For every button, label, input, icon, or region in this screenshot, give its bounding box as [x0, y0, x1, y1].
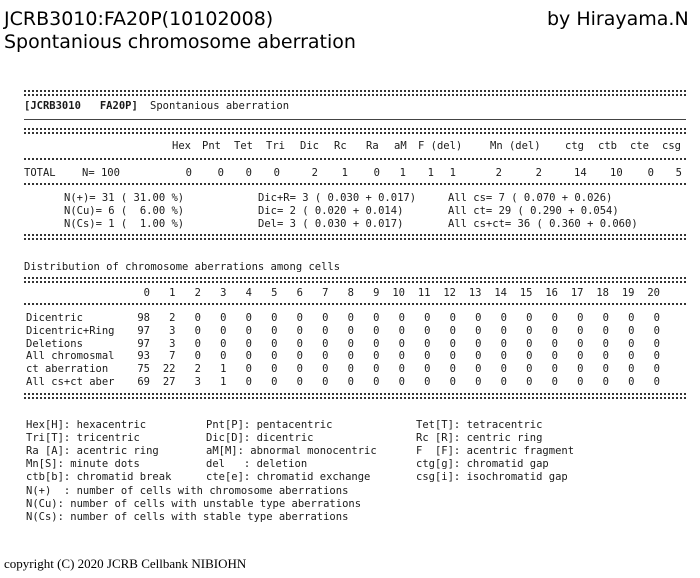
distribution-cell: 0	[653, 376, 660, 388]
dashed-rule	[24, 397, 686, 399]
distribution-cell: 0	[551, 350, 558, 363]
distribution-cell: 0	[602, 376, 609, 388]
distribution-cell: 0	[220, 350, 227, 363]
legend-entry: F [F]: acentric fragment	[416, 445, 575, 457]
dashed-rule	[24, 90, 686, 92]
legend-note: N(Cs): number of cells with stable type aberrations	[26, 511, 349, 523]
dashed-rule	[24, 128, 686, 130]
distribution-cell: 0	[373, 312, 380, 324]
distribution-cell: 0	[271, 337, 278, 350]
total-value: 0	[245, 167, 252, 179]
column-header: Ra	[366, 140, 379, 152]
legend-entry: Tri[T]: tricentric	[26, 432, 140, 444]
distribution-cell: 0	[628, 350, 635, 363]
dashed-rule	[24, 158, 686, 160]
distribution-cell: 0	[526, 376, 533, 388]
distribution-column-header: 18	[596, 287, 609, 299]
distribution-cell: 0	[475, 312, 482, 324]
distribution-cell: 0	[500, 376, 507, 388]
distribution-cell: 0	[653, 324, 660, 337]
stat-dicentric: Dic+R= 3 ( 0.030 + 0.017)	[258, 192, 417, 204]
stat-cell-count: N(+)= 31 ( 31.00 %)	[64, 192, 185, 204]
column-header: ctb	[598, 140, 617, 152]
distribution-column-header: 8	[347, 287, 354, 299]
legend-note: N(+) : number of cells with chromosome aberrations	[26, 485, 349, 497]
distribution-cell: 0	[551, 363, 558, 376]
distribution-column-header: 7	[322, 287, 329, 299]
distribution-cell: 0	[424, 324, 431, 337]
distribution-cell: 0	[551, 324, 558, 337]
dashed-rule	[24, 238, 686, 240]
legend-entry: Mn[S]: minute dots	[26, 458, 140, 470]
legend-entry: Tet[T]: tetracentric	[416, 419, 543, 431]
distribution-cell: 98	[137, 312, 150, 324]
distribution-column-header: 6	[296, 287, 303, 299]
distribution-cell: 0	[577, 337, 584, 350]
distribution-cell: 0	[424, 376, 431, 388]
copyright-notice: copyright (C) 2020 JCRB Cellbank NIBIOHN	[4, 556, 247, 571]
column-header: F (del)	[418, 140, 463, 152]
legend-note: N(Cu): number of cells with unstable type aberrations	[26, 498, 362, 510]
distribution-cell: 0	[322, 363, 329, 376]
distribution-cell: 0	[347, 312, 354, 324]
distribution-cell: 0	[245, 337, 252, 350]
distribution-column-header: 17	[570, 287, 584, 299]
distribution-cell: 0	[602, 350, 609, 363]
distribution-cell: 0	[322, 376, 329, 388]
column-header: Dic	[300, 140, 319, 152]
distribution-cell: 0	[602, 324, 609, 337]
distribution-cell: 0	[475, 324, 482, 337]
distribution-cell: 0	[628, 312, 635, 324]
distribution-column-header: 10	[392, 287, 405, 299]
distribution-cell: 0	[500, 324, 507, 337]
legend-entry: Dic[D]: dicentric	[206, 432, 314, 444]
distribution-row-label: Deletions	[26, 337, 83, 350]
distribution-cell: 75	[137, 363, 150, 376]
distribution-column-header: 3	[220, 287, 227, 299]
distribution-row-label: ct aberration	[26, 363, 109, 376]
distribution-column-header: 16	[545, 287, 558, 299]
distribution-cell: 0	[322, 350, 329, 363]
distribution-cell: 0	[296, 337, 303, 350]
distribution-cell: 0	[500, 337, 507, 350]
distribution-cell: 0	[628, 324, 635, 337]
total-value: 0	[373, 167, 380, 179]
distribution-cell: 0	[245, 312, 252, 324]
rule	[24, 119, 686, 120]
total-value: 1	[341, 167, 348, 179]
distribution-cell: 0	[551, 312, 558, 324]
distribution-cell: 0	[373, 324, 380, 337]
column-header: Hex	[172, 140, 191, 152]
dashed-rule	[24, 281, 686, 283]
total-value: 0	[185, 167, 192, 179]
distribution-cell: 0	[373, 350, 380, 363]
column-header: Tet	[234, 140, 253, 152]
distribution-cell: 0	[500, 363, 507, 376]
distribution-cell: 0	[526, 363, 533, 376]
distribution-cell: 0	[398, 324, 405, 337]
distribution-cell: 0	[424, 363, 431, 376]
distribution-cell: 0	[653, 363, 660, 376]
distribution-column-header: 20	[647, 287, 660, 299]
distribution-cell: 0	[449, 350, 456, 363]
distribution-cell: 0	[347, 376, 354, 388]
distribution-title: Distribution of chromosome aberrations among cells	[24, 261, 341, 273]
distribution-cell: 0	[271, 350, 278, 363]
dashed-rule	[24, 234, 686, 236]
distribution-cell: 0	[296, 350, 303, 363]
distribution-row-label: All cs+ct aber	[26, 376, 115, 388]
author-label: by Hirayama.N	[547, 8, 689, 30]
distribution-cell: 0	[475, 363, 482, 376]
dashed-rule	[24, 183, 686, 185]
distribution-cell: 0	[449, 324, 456, 337]
legend-entry: cte[e]: chromatid exchange	[206, 471, 371, 483]
stat-cell-count: N(Cu)= 6 ( 6.00 %)	[64, 205, 185, 217]
distribution-column-header: 5	[271, 287, 278, 299]
total-value: 0	[217, 167, 224, 179]
distribution-cell: 0	[449, 312, 456, 324]
legend-entry: Rc [R]: centric ring	[416, 432, 543, 444]
distribution-cell: 0	[322, 337, 329, 350]
distribution-cell: 0	[296, 324, 303, 337]
distribution-cell: 0	[526, 312, 533, 324]
stat-all-aberrations: All cs+ct= 36 ( 0.360 + 0.060)	[448, 218, 638, 230]
column-header: Tri	[266, 140, 285, 152]
distribution-cell: 97	[137, 324, 150, 337]
distribution-column-header: 1	[169, 287, 176, 299]
distribution-cell: 0	[194, 324, 201, 337]
column-header: cte	[630, 140, 649, 152]
distribution-cell: 0	[628, 337, 635, 350]
column-header: Pnt	[202, 140, 221, 152]
distribution-cell: 0	[220, 337, 227, 350]
column-header: Mn (del)	[490, 140, 541, 152]
total-value: 1	[399, 167, 406, 179]
distribution-cell: 2	[194, 363, 201, 376]
distribution-cell: 0	[577, 312, 584, 324]
total-n: N= 100	[82, 167, 120, 179]
distribution-cell: 0	[449, 376, 456, 388]
distribution-cell: 0	[347, 350, 354, 363]
total-value: 10	[610, 167, 623, 179]
total-value: 2	[311, 167, 318, 179]
total-value: 2	[495, 167, 502, 179]
dashed-rule	[24, 277, 686, 279]
stat-all-aberrations: All cs= 7 ( 0.070 + 0.026)	[448, 192, 613, 204]
distribution-cell: 0	[245, 363, 252, 376]
distribution-cell: 0	[551, 337, 558, 350]
distribution-cell: 0	[373, 363, 380, 376]
distribution-cell: 0	[373, 337, 380, 350]
distribution-cell: 0	[628, 363, 635, 376]
report-section-title: Spontanious aberration	[150, 100, 290, 112]
distribution-cell: 0	[245, 376, 252, 388]
distribution-cell: 0	[347, 337, 354, 350]
stat-dicentric: Dic= 2 ( 0.020 + 0.014)	[258, 205, 404, 217]
column-header: aM	[394, 140, 407, 152]
distribution-cell: 0	[628, 376, 635, 388]
distribution-cell: 0	[322, 312, 329, 324]
distribution-cell: 0	[449, 337, 456, 350]
distribution-cell: 0	[577, 363, 584, 376]
distribution-column-header: 11	[417, 287, 431, 299]
distribution-cell: 0	[475, 376, 482, 388]
distribution-cell: 0	[449, 363, 456, 376]
total-value: 2	[535, 167, 542, 179]
stat-cell-count: N(Cs)= 1 ( 1.00 %)	[64, 218, 185, 230]
distribution-column-header: 14	[494, 287, 507, 299]
distribution-cell: 0	[347, 363, 354, 376]
legend-entry: csg[i]: isochromatid gap	[416, 471, 568, 483]
distribution-cell: 0	[500, 350, 507, 363]
legend-entry: aM[M]: abnormal monocentric	[206, 445, 377, 457]
distribution-cell: 0	[526, 324, 533, 337]
distribution-cell: 0	[653, 312, 660, 324]
distribution-cell: 0	[220, 312, 227, 324]
distribution-cell: 0	[526, 350, 533, 363]
distribution-cell: 0	[373, 376, 380, 388]
distribution-cell: 0	[398, 337, 405, 350]
dashed-rule	[24, 132, 686, 134]
distribution-cell: 0	[296, 363, 303, 376]
distribution-cell: 0	[271, 324, 278, 337]
distribution-cell: 0	[602, 312, 609, 324]
distribution-cell: 0	[398, 376, 405, 388]
distribution-cell: 0	[296, 312, 303, 324]
distribution-cell: 0	[296, 376, 303, 388]
distribution-cell: 0	[245, 350, 252, 363]
distribution-cell: 0	[398, 363, 405, 376]
dashed-rule	[24, 393, 686, 395]
distribution-row-label: Dicentric	[26, 312, 83, 324]
distribution-cell: 1	[220, 363, 227, 376]
distribution-cell: 0	[500, 312, 507, 324]
stat-dicentric: Del= 3 ( 0.030 + 0.017)	[258, 218, 404, 230]
distribution-cell: 97	[137, 337, 150, 350]
column-header: ctg	[565, 140, 584, 152]
distribution-cell: 1	[220, 376, 227, 388]
distribution-cell: 0	[424, 350, 431, 363]
distribution-cell: 3	[169, 324, 176, 337]
distribution-column-header: 0	[143, 287, 150, 299]
distribution-column-header: 19	[621, 287, 635, 299]
distribution-cell: 0	[475, 350, 482, 363]
distribution-cell: 0	[653, 350, 660, 363]
distribution-cell: 0	[424, 312, 431, 324]
legend-entry: ctg[g]: chromatid gap	[416, 458, 549, 470]
distribution-column-header: 4	[245, 287, 252, 299]
distribution-cell: 0	[245, 324, 252, 337]
distribution-column-header: 2	[194, 287, 201, 299]
distribution-cell: 0	[577, 376, 584, 388]
distribution-cell: 69	[137, 376, 150, 388]
distribution-column-header: 12	[443, 287, 456, 299]
distribution-cell: 7	[169, 350, 176, 363]
legend-entry: Ra [A]: acentric ring	[26, 445, 159, 457]
legend-entry: Pnt[P]: pentacentric	[206, 419, 333, 431]
column-header: csg	[662, 140, 681, 152]
total-value: 14	[574, 167, 587, 179]
distribution-cell: 0	[271, 376, 278, 388]
distribution-column-header: 15	[519, 287, 533, 299]
distribution-cell: 0	[347, 324, 354, 337]
distribution-cell: 2	[169, 312, 176, 324]
distribution-cell: 3	[194, 376, 201, 388]
distribution-cell: 0	[424, 337, 431, 350]
distribution-cell: 0	[194, 350, 201, 363]
legend-entry: del : deletion	[206, 458, 308, 470]
total-label: TOTAL	[24, 167, 56, 179]
distribution-row-label: All chromosmal	[26, 350, 115, 363]
distribution-cell: 0	[526, 337, 533, 350]
report-id-label: [JCRB3010 FA20P]	[24, 100, 138, 112]
distribution-cell: 0	[271, 312, 278, 324]
distribution-cell: 93	[137, 350, 150, 363]
distribution-cell: 22	[162, 363, 176, 376]
distribution-cell: 0	[194, 337, 201, 350]
distribution-column-header: 9	[373, 287, 380, 299]
distribution-cell: 0	[602, 337, 609, 350]
distribution-cell: 0	[322, 324, 329, 337]
distribution-cell: 0	[398, 350, 405, 363]
dashed-rule	[24, 94, 686, 96]
distribution-cell: 27	[162, 376, 176, 388]
distribution-cell: 0	[271, 363, 278, 376]
distribution-cell: 0	[602, 363, 609, 376]
document-title: JCRB3010:FA20P(10102008)	[4, 8, 274, 30]
distribution-cell: 0	[577, 350, 584, 363]
distribution-cell: 0	[398, 312, 405, 324]
total-value: 1	[449, 167, 456, 179]
distribution-cell: 0	[577, 324, 584, 337]
legend-entry: Hex[H]: hexacentric	[26, 419, 147, 431]
total-value: 5	[675, 167, 682, 179]
stat-all-aberrations: All ct= 29 ( 0.290 + 0.054)	[448, 205, 619, 217]
document-subtitle: Spontanious chromosome aberration	[4, 31, 356, 53]
legend-entry: ctb[b]: chromatid break	[26, 471, 172, 483]
dashed-rule	[24, 303, 686, 305]
distribution-cell: 0	[475, 337, 482, 350]
total-value: 0	[273, 167, 280, 179]
distribution-cell: 0	[220, 324, 227, 337]
distribution-column-header: 13	[468, 287, 482, 299]
distribution-cell: 3	[169, 337, 176, 350]
total-value: 0	[647, 167, 654, 179]
distribution-cell: 0	[194, 312, 201, 324]
column-header: Rc	[334, 140, 347, 152]
distribution-cell: 0	[551, 376, 558, 388]
total-value: 1	[427, 167, 434, 179]
distribution-cell: 0	[653, 337, 660, 350]
distribution-row-label: Dicentric+Ring	[26, 324, 115, 337]
